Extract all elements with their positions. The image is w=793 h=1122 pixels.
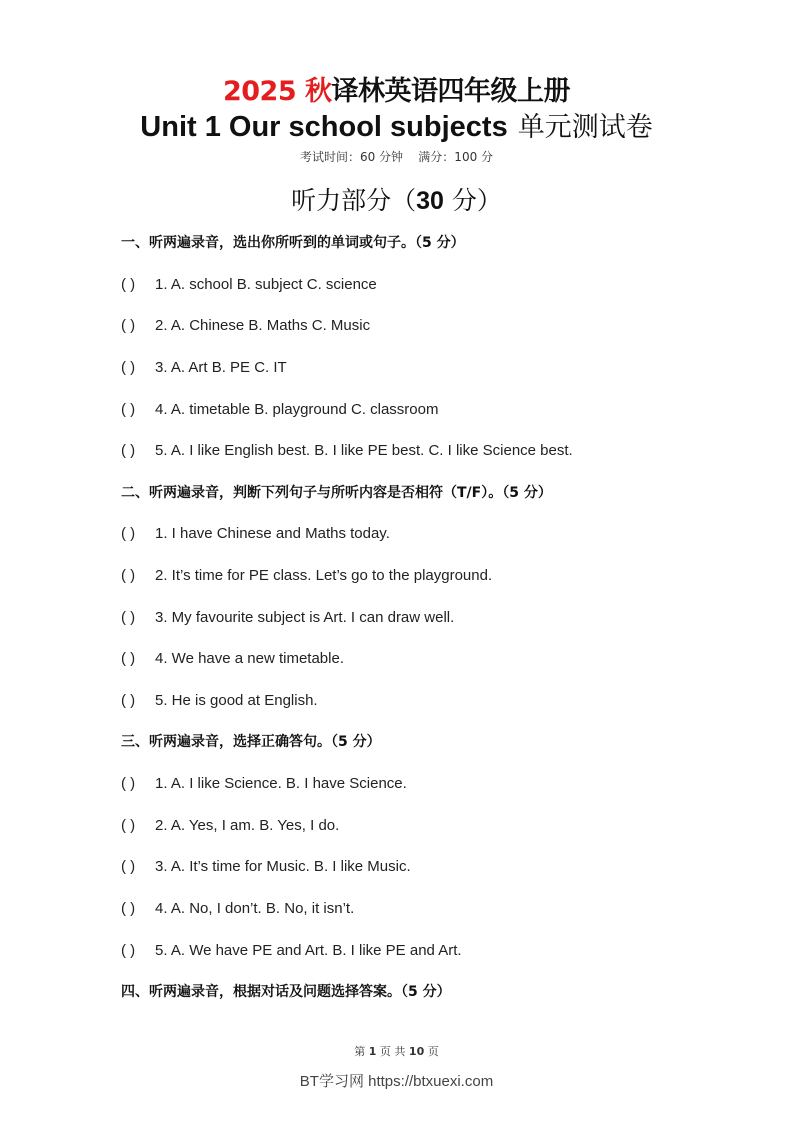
question-item [121, 566, 492, 586]
question-item [121, 941, 462, 961]
section-heading-3: 三、听两遍录音，选择正确答句。（5 分） [121, 734, 381, 750]
question-text: 3. A. Art B. PE C. IT [155, 359, 287, 376]
page-number [0, 1043, 793, 1059]
question-item [121, 899, 354, 919]
answer-blank[interactable]: ( ) [121, 609, 136, 626]
section-heading-4: 四、听两遍录音，根据对话及问题选择答案。（5 分） [121, 984, 451, 1000]
question-item [121, 774, 407, 794]
question-item [121, 441, 573, 461]
answer-blank[interactable]: ( ) [121, 858, 136, 875]
title-year-season: 2025 秋 [222, 76, 332, 107]
answer-blank[interactable]: ( ) [121, 942, 136, 959]
question-text: 3. A. It’s time for Music. B. I like Music. [155, 858, 411, 875]
answer-blank[interactable]: ( ) [121, 276, 136, 293]
part-label: 听力部分（ [291, 186, 417, 215]
answer-blank[interactable]: ( ) [121, 442, 136, 459]
question-text: 2. It’s time for PE class. Let’s go to the playground. [155, 567, 493, 584]
question-item [121, 275, 377, 295]
page-prefix: 第 [354, 1045, 369, 1058]
unit-title-en: Unit 1 Our school subjects [140, 111, 508, 143]
part-score: 30 [416, 187, 444, 215]
answer-blank[interactable]: ( ) [121, 775, 136, 792]
question-text: 2. A. Yes, I am. B. Yes, I do. [155, 817, 340, 834]
question-item [121, 316, 370, 336]
part-title [0, 185, 793, 217]
question-item [121, 400, 438, 420]
question-text: 5. A. I like English best. B. I like PE best. C. I like Science best. [155, 442, 573, 459]
answer-blank[interactable]: ( ) [121, 317, 136, 334]
page-current: 1 [368, 1045, 377, 1058]
question-text: 2. A. Chinese B. Maths C. Music [155, 317, 371, 334]
site-watermark: BT学习网 https://btxuexi.com [299, 1073, 494, 1090]
section-heading-1: 一、听两遍录音，选出你所听到的单词或句子。（5 分） [121, 235, 465, 251]
question-text: 1. I have Chinese and Maths today. [155, 525, 390, 542]
question-text: 4. A. No, I don’t. B. No, it isn’t. [155, 900, 355, 917]
question-item [121, 649, 344, 669]
question-item [121, 816, 339, 836]
question-text: 4. We have a new timetable. [155, 650, 344, 667]
answer-blank[interactable]: ( ) [121, 900, 136, 917]
document-title [0, 75, 793, 109]
part-suffix: 分） [443, 186, 502, 215]
section-heading-2: 二、听两遍录音，判断下列句子与所听内容是否相符（T/F）。（5 分） [121, 485, 552, 501]
question-text: 1. A. I like Science. B. I have Science. [155, 775, 407, 792]
question-text: 1. A. school B. subject C. science [155, 276, 377, 293]
answer-blank[interactable]: ( ) [121, 817, 136, 834]
question-text: 3. My favourite subject is Art. I can draw well. [155, 609, 455, 626]
question-item [121, 524, 390, 544]
question-text: 4. A. timetable B. playground C. classroom [155, 401, 439, 418]
question-item [121, 691, 318, 711]
title-text: 译林英语四年级上册 [331, 76, 571, 107]
page-total: 10 [408, 1045, 425, 1058]
question-item [121, 857, 411, 877]
answer-blank[interactable]: ( ) [121, 567, 136, 584]
question-text: 5. A. We have PE and Art. B. I like PE and Art. [155, 942, 462, 959]
answer-blank[interactable]: ( ) [121, 525, 136, 542]
question-item [121, 358, 287, 378]
unit-title [0, 110, 793, 145]
answer-blank[interactable]: ( ) [121, 650, 136, 667]
question-item [121, 608, 454, 628]
answer-blank[interactable]: ( ) [121, 359, 136, 376]
exam-meta: 考试时间：60 分钟 满分：100 分 [299, 150, 494, 164]
page-mid: 页 共 [376, 1045, 409, 1058]
answer-blank[interactable]: ( ) [121, 692, 136, 709]
unit-title-cn: 单元测试卷 [517, 112, 653, 143]
answer-blank[interactable]: ( ) [121, 401, 136, 418]
question-text: 5. He is good at English. [155, 692, 318, 709]
page-suffix: 页 [424, 1045, 439, 1058]
